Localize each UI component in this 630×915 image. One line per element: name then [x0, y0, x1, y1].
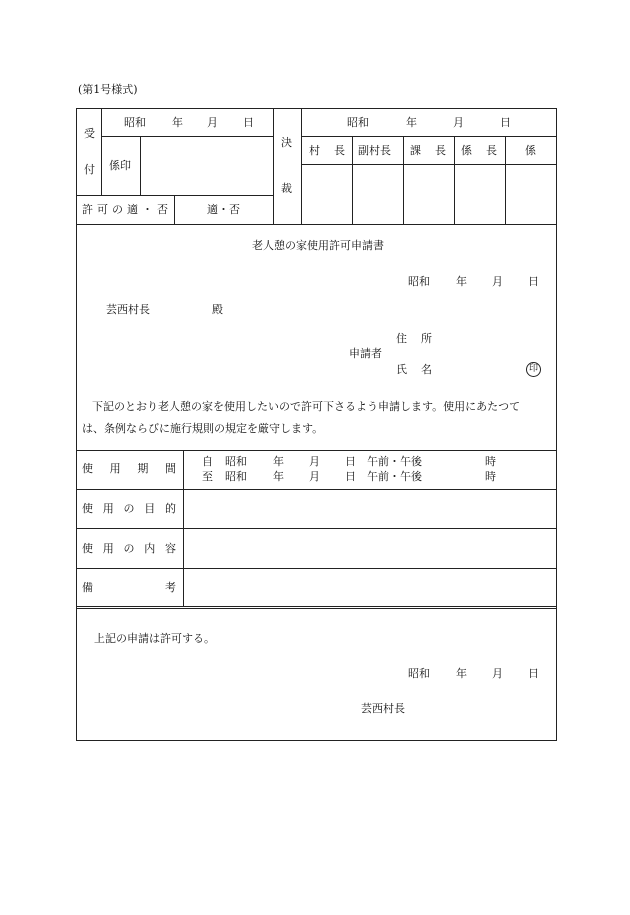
purpose-label: 使 用 の 目 的 — [82, 502, 176, 515]
remarks-field[interactable] — [184, 569, 556, 606]
decision-date-year: 年 — [406, 116, 417, 129]
applicant-label: 申請者 — [349, 347, 382, 360]
from-prefix: 自 — [202, 455, 213, 468]
period-label: 使 用 期 間 — [82, 462, 176, 475]
approval-date-month: 月 — [492, 667, 503, 680]
from-ampm[interactable]: 午前・午後 — [367, 455, 422, 468]
receipt-date-era: 昭和 — [124, 116, 146, 129]
application-body-line1: 下記のとおり老人憩の家を使用したいので許可下さるよう申請します。使用にあたつて — [92, 400, 521, 413]
address-label: 住 所 — [396, 332, 432, 345]
decision-label-top: 決 — [281, 136, 292, 149]
approver-section-chief: 課 長 — [410, 144, 446, 157]
approver-village-head: 村 長 — [309, 144, 345, 157]
from-year: 年 — [273, 455, 284, 468]
name-label: 氏 名 — [396, 363, 432, 376]
to-ampm[interactable]: 午前・午後 — [367, 470, 422, 483]
from-era: 昭和 — [225, 455, 247, 468]
decision-date-month: 月 — [453, 116, 464, 129]
receipt-date-month: 月 — [207, 116, 218, 129]
honorific: 殿 — [212, 303, 223, 316]
content-field[interactable] — [184, 529, 556, 568]
form-number: (第1号様式) — [78, 83, 138, 96]
name-field[interactable] — [440, 361, 520, 377]
application-date-year: 年 — [456, 275, 467, 288]
to-prefix: 至 — [202, 470, 213, 483]
receipt-date-day: 日 — [243, 116, 254, 129]
remarks-label: 備 考 — [82, 581, 176, 594]
receipt-date-year: 年 — [172, 116, 183, 129]
application-date-day: 日 — [528, 275, 539, 288]
stamp-cell-section-chief[interactable] — [404, 165, 454, 224]
stamp-cell-clerk[interactable] — [506, 165, 556, 224]
stamp-cell-subsection-chief[interactable] — [455, 165, 505, 224]
from-day: 日 — [345, 455, 356, 468]
permit-label: 許 可 の 適 ・ 否 — [82, 203, 168, 216]
approval-date-era: 昭和 — [408, 667, 430, 680]
permit-value[interactable]: 適・否 — [207, 203, 240, 216]
decision-date-era: 昭和 — [347, 116, 369, 129]
seal-mark: 印 — [526, 362, 541, 377]
decision-date-day: 日 — [500, 116, 511, 129]
clerk-seal-label: 係印 — [109, 159, 131, 172]
approval-date-day: 日 — [528, 667, 539, 680]
approval-date-year: 年 — [456, 667, 467, 680]
clerk-seal-field[interactable] — [141, 137, 273, 195]
application-date-era: 昭和 — [408, 275, 430, 288]
decision-label-bottom: 裁 — [281, 182, 292, 195]
to-year: 年 — [273, 470, 284, 483]
to-era: 昭和 — [225, 470, 247, 483]
from-month: 月 — [309, 455, 320, 468]
stamp-cell-village-head[interactable] — [302, 165, 352, 224]
from-hour: 時 — [485, 455, 496, 468]
approver-clerk: 係 — [525, 144, 536, 157]
application-date-month: 月 — [492, 275, 503, 288]
address-field[interactable] — [440, 330, 550, 346]
addressee: 芸西村長 — [106, 303, 150, 316]
application-body-line2: は、条例ならびに施行規則の規定を厳守します。 — [82, 422, 324, 435]
receipt-label-bottom: 付 — [84, 163, 95, 176]
approver-subsection-chief: 係 長 — [461, 144, 497, 157]
application-title: 老人憩の家使用許可申請書 — [252, 239, 384, 252]
to-hour: 時 — [485, 470, 496, 483]
approval-statement: 上記の申請は許可する。 — [94, 632, 215, 645]
to-day: 日 — [345, 470, 356, 483]
approver-deputy-head: 副村長 — [358, 144, 391, 157]
receipt-label-top: 受 — [84, 127, 95, 140]
to-month: 月 — [309, 470, 320, 483]
approval-signer: 芸西村長 — [361, 702, 405, 715]
content-label: 使 用 の 内 容 — [82, 542, 176, 555]
purpose-field[interactable] — [184, 490, 556, 528]
stamp-cell-deputy-head[interactable] — [353, 165, 403, 224]
